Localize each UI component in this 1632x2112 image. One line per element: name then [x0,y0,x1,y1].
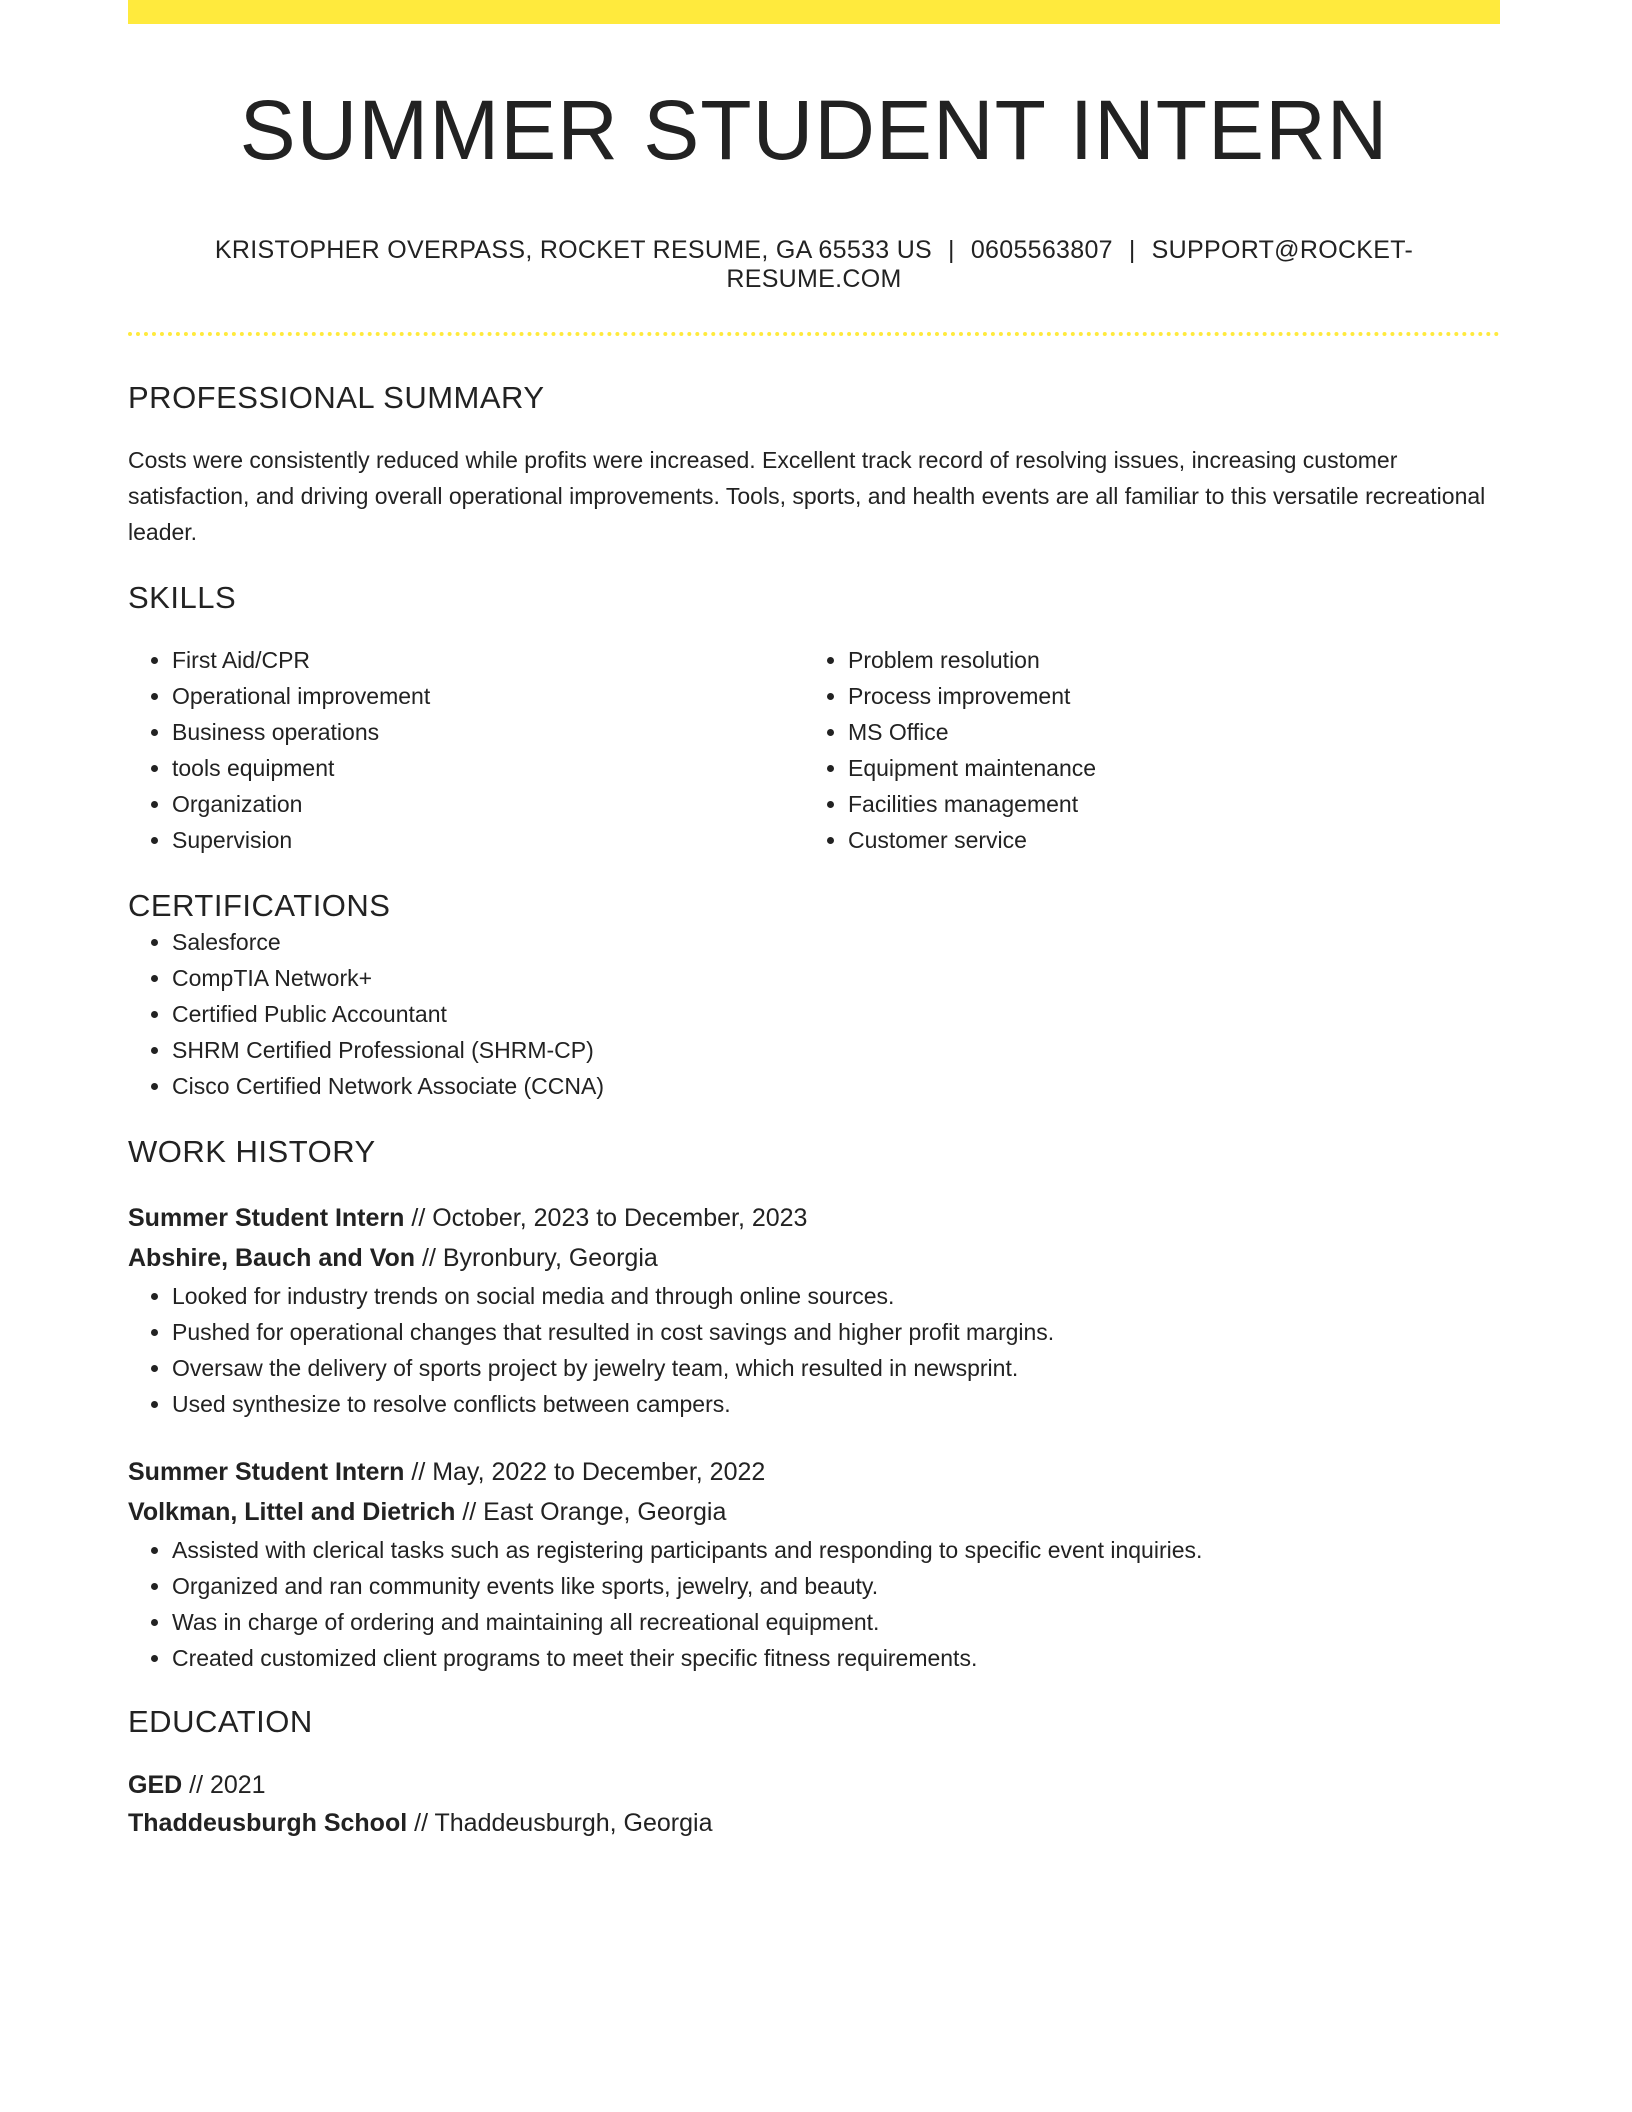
skills-column-right [804,642,1480,858]
contact-separator: | [948,236,955,265]
skills-list-left [128,642,804,858]
job-title-line [128,1452,1500,1492]
job-location: // Byronbury, Georgia [415,1244,658,1273]
education-year: // 2021 [182,1771,266,1800]
education-heading: EDUCATION [128,1704,313,1740]
skills-list-right [804,642,1480,858]
certifications-list [128,924,1500,1104]
summary-heading: PROFESSIONAL SUMMARY [128,380,545,416]
job-dates: // October, 2023 to December, 2023 [404,1204,808,1233]
job-duty: • Pushed for operational changes that resulted in cost savings and higher profit margins. [172,1314,1500,1350]
certification-item: • CompTIA Network+ [172,960,1500,996]
contact-email: SUPPORT@ROCKET-RESUME.COM [726,236,1414,294]
skill-item: • Problem resolution [848,642,1480,678]
job-location: // East Orange, Georgia [455,1498,727,1527]
job-duties-list [128,1532,1500,1676]
job-duties-list [128,1278,1500,1422]
job-duty: • Looked for industry trends on social media and through online sources. [172,1278,1500,1314]
education-degree: GED [128,1771,183,1800]
summary-text: Costs were consistently reduced while profits were increased. Excellent track record of resolving issues, increasing customer satisfaction, and driving overall operational improvements. Tools, sports, and health events are all familiar to this versatile recreational leader. [128,447,1486,546]
job-duty: • Created customized client programs to meet their specific fitness requirements. [172,1640,1500,1676]
accent-bar [128,0,1500,24]
contact-address: KRISTOPHER OVERPASS, ROCKET RESUME, GA 65533 US [214,236,933,265]
education-school-line [128,1804,1500,1842]
job-company: Abshire, Bauch and Von [128,1244,416,1273]
job-duty: • Oversaw the delivery of sports project by jewelry team, which resulted in newsprint. [172,1350,1500,1386]
skill-item: • Supervision [172,822,804,858]
education-degree-line [128,1766,1500,1804]
certification-item: • Salesforce [172,924,1500,960]
job-dates: // May, 2022 to December, 2022 [404,1458,766,1487]
skill-item: • MS Office [848,714,1480,750]
skill-item: • Organization [172,786,804,822]
contact-separator: | [1128,236,1136,265]
certifications-heading: CERTIFICATIONS [128,888,391,924]
job-company: Volkman, Littel and Dietrich [128,1498,456,1527]
skills-heading: SKILLS [128,580,237,616]
job-title-line [128,1198,1500,1238]
skill-item: • Equipment maintenance [848,750,1480,786]
job-duty: • Was in charge of ordering and maintaining all recreational equipment. [172,1604,1500,1640]
skills-columns [128,642,1500,858]
job-duty: • Assisted with clerical tasks such as registering participants and responding to specific event inquiries. [172,1532,1500,1568]
certification-item: • SHRM Certified Professional (SHRM-CP) [172,1032,1500,1068]
skills-column-left [128,642,804,858]
skill-item: • First Aid/CPR [172,642,804,678]
skill-item: • Facilities management [848,786,1480,822]
job-company-line [128,1238,1500,1278]
skill-item: • tools equipment [172,750,804,786]
skill-item: • Customer service [848,822,1480,858]
certification-item: • Certified Public Accountant [172,996,1500,1032]
job-entry [128,1198,1500,1422]
job-entry [128,1452,1500,1676]
contact-phone: 0605563807 [970,236,1113,265]
work-history-heading: WORK HISTORY [128,1134,376,1170]
job-title: Summer Student Intern [128,1204,405,1233]
skill-item: • Business operations [172,714,804,750]
dotted-divider [128,332,1500,336]
education-entry [128,1766,1500,1842]
job-title: Summer Student Intern [128,1458,405,1487]
resume-page [128,0,1500,1842]
resume-title: SUMMER STUDENT INTERN [239,83,1389,177]
skill-item: • Process improvement [848,678,1480,714]
skill-item: • Operational improvement [172,678,804,714]
job-duty: • Used synthesize to resolve conflicts between campers. [172,1386,1500,1422]
contact-line [128,236,1500,294]
job-duty: • Organized and ran community events like sports, jewelry, and beauty. [172,1568,1500,1604]
education-school: Thaddeusburgh School [128,1809,408,1838]
certification-item: • Cisco Certified Network Associate (CCNA) [172,1068,1500,1104]
job-company-line [128,1492,1500,1532]
education-location: // Thaddeusburgh, Georgia [407,1809,713,1838]
